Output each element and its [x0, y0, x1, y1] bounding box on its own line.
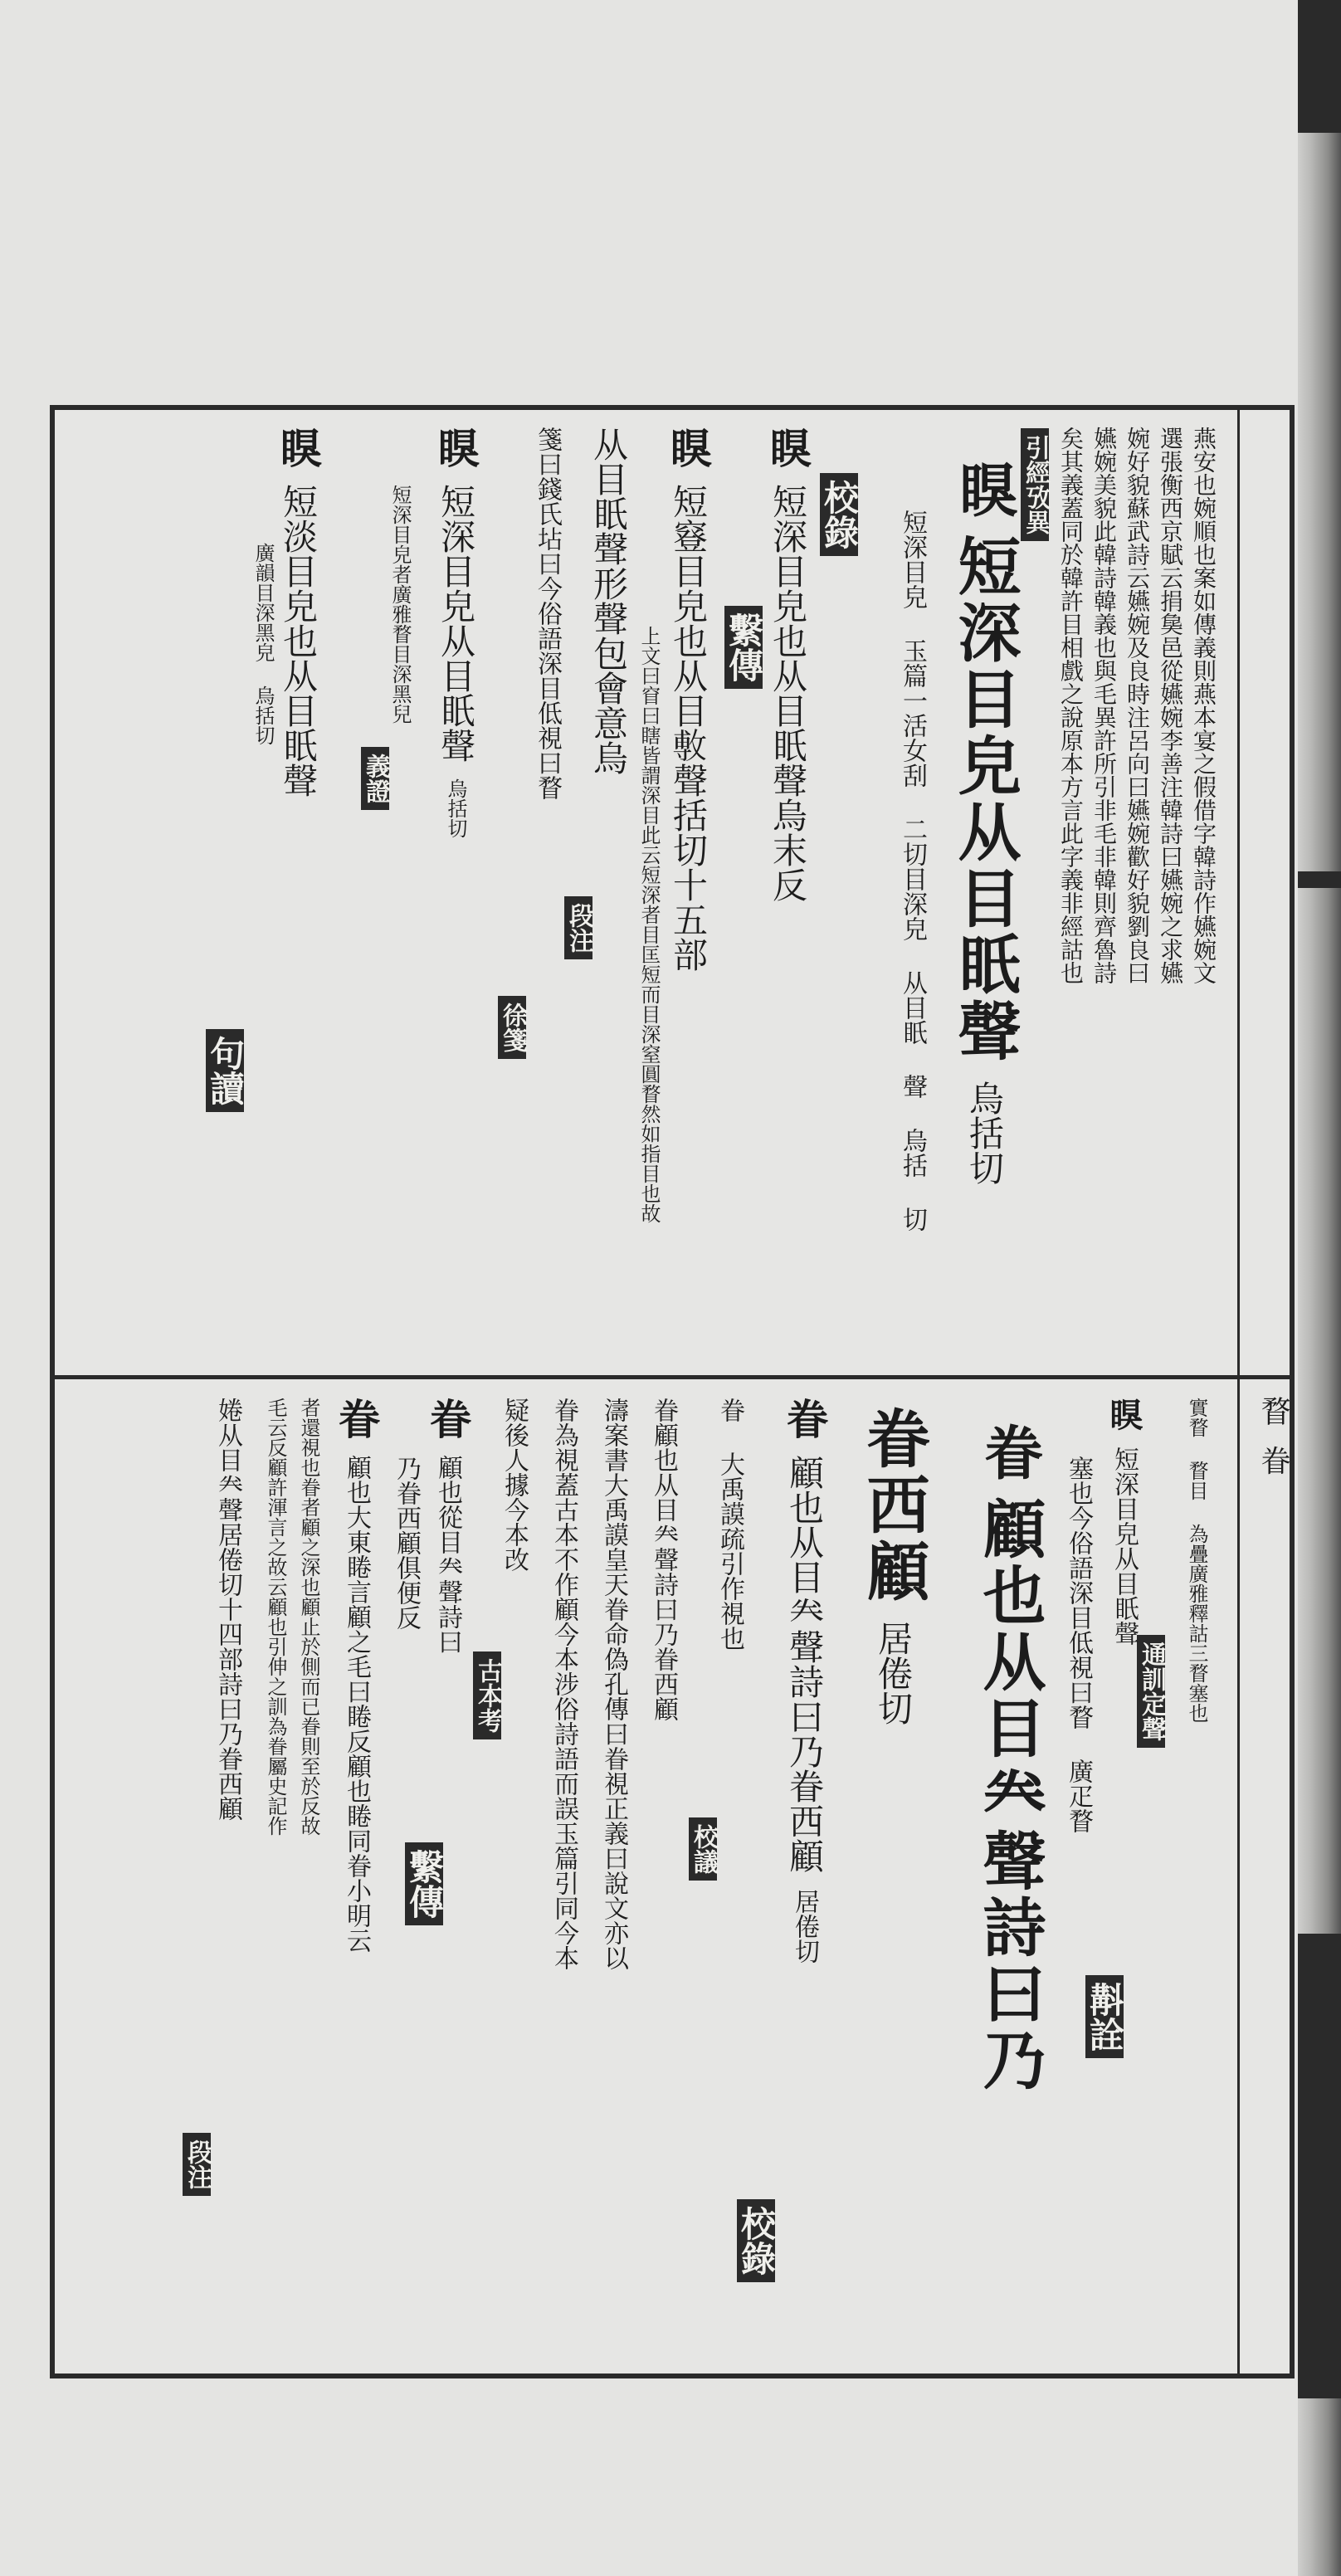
entry-text: 短淡目皃也从目眂聲: [278, 484, 319, 798]
seal-glyph: 瞁: [432, 427, 480, 468]
entry-note: 短深目皃 玉篇一活女刮 二切目深皃 从目眂 聲 烏括 切: [898, 510, 927, 1232]
entry-headword: 顧也从目𠔉聲詩曰乃: [973, 1496, 1046, 2094]
entry-text: 濤案書大禹謨皇天眷命偽孔傳曰眷視正義曰說文亦以: [599, 1398, 628, 1970]
edge-band-mid: [1298, 871, 1341, 888]
text-column: 燕安也婉順也案如傳義則燕本宴之假借字韓詩作嬿婉文: [1190, 427, 1217, 984]
entry-note: 實瞀 瞀目 為疊廣雅釋詁三瞀塞也: [1185, 1398, 1208, 1723]
entry-note: 上文曰窅曰瞎皆謂深目此云短深者目匡短而目深窒圓瞀然如指目也故: [637, 626, 661, 1223]
seal-glyph: 眷: [332, 1398, 381, 1439]
yizheng-badge: 義證: [361, 747, 389, 810]
entry-text: 眷為視蓋古本不作顧今本涉俗詩語而誤玉篇引同今本: [549, 1398, 578, 1970]
jiaolu-badge: 校錄: [737, 2199, 775, 2282]
entry-text: 塞也今俗語深目低視曰瞀 廣疋瞀: [1064, 1456, 1093, 1833]
fanqie: 烏括切: [964, 1081, 1005, 1185]
jiaoyi-badge: 校議: [689, 1817, 717, 1881]
guben-badge: 古本考: [473, 1651, 501, 1739]
page-sidebar: [1237, 410, 1290, 2374]
entry-text: 短深目皃从目眂聲: [1109, 1447, 1139, 1646]
seal-glyph: 瞁: [1104, 1398, 1144, 1431]
fanqie: 烏括切: [444, 778, 467, 838]
text-column: 嬿婉美貌此韓詩韓義也與毛異許所引非毛非韓則齊魯詩: [1090, 427, 1118, 984]
xichuan-badge: 繫傳: [724, 606, 763, 689]
dictionary-page: [50, 405, 1295, 2378]
edge-band-top: [1298, 0, 1341, 133]
entry-text: 短深目皃也从目眂聲烏末反: [768, 484, 808, 902]
jiquan-badge: 斠詮: [1085, 1975, 1124, 2058]
entry-text: 毛云反顧許渾言之故云顧也引伸之訓為眷屬史記作: [264, 1398, 287, 1836]
seal-glyph: 瞁: [950, 460, 1019, 518]
entry-headword: 眷西顧: [856, 1406, 930, 1605]
xujian-badge: 徐箋: [498, 996, 526, 1059]
seal-glyph: 瞁: [274, 427, 323, 468]
judu-badge: 句讀: [206, 1029, 244, 1112]
text-column: 選張衡西京賦云捐㚟邑從嬿婉李善注韓詩曰嬿婉之求嬿: [1157, 427, 1184, 984]
book-spine-edge: [1298, 0, 1341, 2576]
seal-glyph: 眷: [975, 1422, 1044, 1481]
entry-text: 疑後人據今本改: [500, 1398, 529, 1572]
text-column: 矣其義蓋同於韓許目相戲之說原本方言此字義非經詁也: [1057, 427, 1085, 984]
entry-text: 顧也从目𠔉聲詩曰乃眷西顧: [784, 1455, 825, 1873]
entry-text: 眷 大禹謨疏引作視也: [715, 1398, 744, 1651]
entry-headword: 短深目皃从目眂聲: [948, 534, 1022, 1065]
entry-text: 顧也大東睠言顧之毛曰睠反顧也睠同眷小明云: [342, 1455, 371, 1953]
seal-glyph: 瞁: [763, 427, 812, 468]
section-divider: [55, 1375, 1290, 1379]
entry-text: 顧也從目𠔉聲詩曰: [433, 1455, 462, 1654]
entry-text: 从目眂聲形聲包會意烏: [588, 427, 629, 775]
entry-text: 短䆸目皃也从目𢾭聲括切十五部: [668, 484, 709, 972]
entry-note: 廣韻目深黑皃 烏括切: [251, 543, 275, 745]
tongxun-badge: 通訓定聲: [1137, 1635, 1165, 1748]
jiaolu-badge: 校錄: [820, 473, 858, 556]
fanqie: 居倦切: [873, 1621, 914, 1725]
entry-note: 短深目皃者廣雅瞀目深黑兒: [388, 485, 412, 724]
duanzhu-badge: 段注: [183, 2133, 211, 2196]
text-column: 婉好貌蘇武詩云嬿婉及良時注呂向曰嬿婉歡好貌劉良曰: [1124, 427, 1151, 984]
yinjing-kaoyi-badge: 引經攷異: [1021, 428, 1049, 541]
entry-text: 乃眷西顧俱便反: [392, 1456, 421, 1630]
seal-glyph: 眷: [780, 1398, 829, 1439]
seal-glyph: 瞁: [664, 427, 713, 468]
entry-text: 短深目皃从目眂聲: [436, 484, 476, 763]
fanqie: 居倦切: [790, 1889, 819, 1964]
entry-text: 箋曰錢氏坫曰今俗語深目低視曰瞀: [533, 427, 562, 800]
entry-text: 者還視也眷者顧之深也顧止於側而已眷則至於反故: [297, 1398, 320, 1836]
duanzhu-badge: 段注: [564, 896, 592, 959]
entry-text: 婘从目𠔉聲居倦切十四部詩曰乃眷西顧: [213, 1398, 242, 1821]
page-heading: 瞀 眷: [1256, 1396, 1290, 1481]
seal-glyph: 眷: [423, 1398, 472, 1439]
entry-text: 眷顧也从目𠔉聲詩曰乃眷西顧: [649, 1398, 678, 1721]
xichuan-badge: 繫傳: [405, 1842, 443, 1925]
edge-band-lower: [1298, 1934, 1341, 2398]
